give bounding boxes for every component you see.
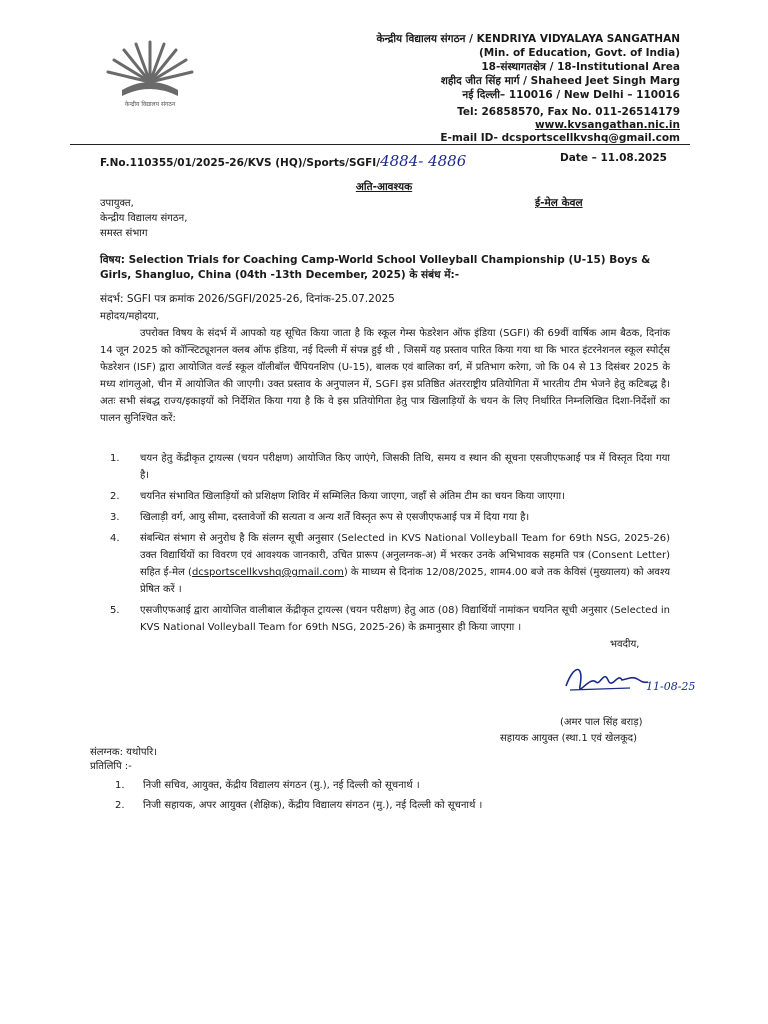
signature	[560, 656, 700, 706]
file-number-handwritten: 4884- 4886	[380, 152, 467, 170]
list-item: 2. निजी सहायक, अपर आयुक्त (शैक्षिक), केंद्रीय विद्यालय संगठन (मु.), नई दिल्ली को सूचनार्थ ।	[115, 800, 483, 811]
subject	[100, 253, 670, 283]
addressee-line: उपायुक्त,	[100, 198, 134, 209]
closing-regards: भवदीय,	[610, 639, 640, 650]
email-only-label: ई-मेल केवल	[535, 197, 583, 209]
website-link[interactable]: www.kvsangathan.nic.in	[534, 119, 680, 131]
logo-caption: केन्द्रीय विद्यालय संगठन	[124, 101, 176, 108]
kvs-logo	[100, 30, 200, 110]
list-item: 3. खिलाड़ी वर्ग, आयु सीमा, दस्तावेजों की सत्यता व अन्य शर्तें विस्तृत रूप से एसजीएफआई पत्र में दिया गया है।	[110, 512, 530, 523]
ministry: (Min. of Education, Govt. of India)	[479, 47, 680, 59]
file-number-text: F.No.110355/01/2025-26/KVS (HQ)/Sports/SGFI/	[100, 157, 381, 169]
copy-list	[115, 776, 675, 816]
addressee-line: समस्त संभाग	[100, 228, 148, 239]
signatory-name: (अमर पाल सिंह बराड़)	[560, 717, 643, 728]
org-name: केन्द्रीय विद्यालय संगठन / KENDRIYA VIDYALAYA SANGATHAN	[376, 33, 680, 45]
copy-label: प्रतिलिपि :-	[90, 761, 132, 772]
urgent-label: अति-आवश्यक	[355, 181, 413, 193]
salutation: महोदय/महोदया,	[100, 311, 160, 322]
tel-fax: Tel: 26858570, Fax No. 011-26514179	[457, 106, 680, 118]
address-area: 18-संस्थागतक्षेत्र / 18-Institutional Area	[481, 61, 680, 73]
subject-label: विषय:	[100, 254, 125, 266]
reference: संदर्भ: SGFI पत्र क्रमांक 2026/SGFI/2025-26, दिनांक-25.07.2025	[100, 293, 395, 305]
header-email: E-mail ID- dcsportscellkvshq@gmail.com	[440, 132, 680, 144]
contact-block	[440, 106, 680, 145]
instruction-list	[110, 450, 670, 640]
addressee-line: केन्द्रीय विद्यालय संगठन,	[100, 213, 188, 224]
svg-text:11-08-25: 11-08-25	[646, 680, 696, 693]
letterhead	[376, 32, 680, 102]
header-divider	[70, 144, 690, 145]
list-item: 5. एसजीएफआई द्वारा आयोजित वालीबाल केंद्रीकृत ट्रायल्स (चयन परीक्षण) हेतु आठ (08) विद्यार्थियों नामांकन चयनित सूची अनुसार (Selected in KVS National Volleyball Team for 69th NSG, 2025-26) के क्रमानुसार ही किया जाएगा ।	[110, 605, 670, 633]
file-number	[100, 152, 466, 170]
list-item: 4. संबन्धित संभाग से अनुरोध है कि संलग्न सूची अनुसार (Selected in KVS National Volleyball Team for 69th NSG, 2025-26) उक्त विद्यार्थियों का विवरण एवं आवश्यक जानकारी, उचित प्रारूप (अनुलग्नक-अ) में भरकर उनके अभिभावक सहमति पत्र (Consent Letter) सहित ई-मेल (dcsportscellkvshq@gmail.com) के माध्यम से दिनांक 12/08/2025, शाम4.00 बजे तक केविसं (मुख्यालय) को अवश्य प्रेषित करें ।	[110, 533, 670, 595]
enclosure: संलग्नक: यथोपरि।	[90, 747, 158, 758]
list-item: 1. चयन हेतु केंद्रीकृत ट्रायल्स (चयन परीक्षण) आयोजित किए जाएंगे, जिसकी तिथि, समय व स्थान की सूचना एसजीएफआई पत्र में विस्तृत दिया गया है।	[110, 453, 670, 481]
address-marg: शहीद जीत सिंह मार्ग / Shaheed Jeet Singh Marg	[440, 75, 680, 87]
email-link[interactable]: dcsportscellkvshq@gmail.com	[191, 567, 344, 578]
list-item: 2. चयनित संभावित खिलाड़ियों को प्रशिक्षण शिविर में सम्मिलित किया जाएगा, जहाँ से अंतिम टीम का चयन किया जाएगा।	[110, 491, 565, 502]
signatory-designation: सहायक आयुक्त (स्था.1 एवं खेलकूद)	[500, 733, 637, 744]
address-city: नई दिल्ली– 110016 / New Delhi – 110016	[462, 89, 680, 101]
subject-text: Selection Trials for Coaching Camp-World School Volleyball Championship (U-15) Boys & Girls, Shangluo, China (04th -13th December, 2025) के संबंध में:-	[100, 254, 651, 281]
letter-date: Date – 11.08.2025	[560, 152, 667, 164]
body-paragraph: उपरोक्त विषय के संदर्भ में आपको यह सूचित किया जाता है कि स्कूल गेम्स फेडरेशन ऑफ इंडिया (SGFI) की 69वीं वार्षिक आम बैठक, दिनांक 14 जून 2025 को कॉन्स्टिट्यूशनल क्लब ऑफ इंडिया, नई दिल्ली में संपन्न हुई थी , जिसमें यह प्रस्ताव पारित किया गया था कि भारत इंटरनेशनल स्कूल स्पोर्ट्स फेडरेशन (ISF) द्वारा आयोजित वर्ल्ड स्कूल वॉलीबॉल चैंपियनशिप (U-15), बालक एवं बालिका वर्ग, में प्रतिभाग करेगा, जो कि 04 से 13 दिसंबर 2025 के मध्य शांगलुओ, चीन में आयोजित की जाएगी। उक्त प्रस्ताव के अनुपालन में, SGFI इस प्रतिष्ठित अंतरराष्ट्रीय प्रतियोगिता में भारतीय टीम भेजने हेतु कटिबद्ध है। अतः सभी संबद्ध राज्य/इकाइयों को निर्देशित किया गया है कि वे इस प्रतियोगिता हेतु पात्र खिलाड़ियों के चयन के लिए निर्धारित निम्नलिखित दिशा-निर्देशों का पालन सुनिश्चित करें:	[100, 328, 670, 424]
addressee	[100, 196, 187, 241]
list-item: 1. निजी सचिव, आयुक्त, केंद्रीय विद्यालय संगठन (मु.), नई दिल्ली को सूचनार्थ ।	[115, 780, 420, 791]
